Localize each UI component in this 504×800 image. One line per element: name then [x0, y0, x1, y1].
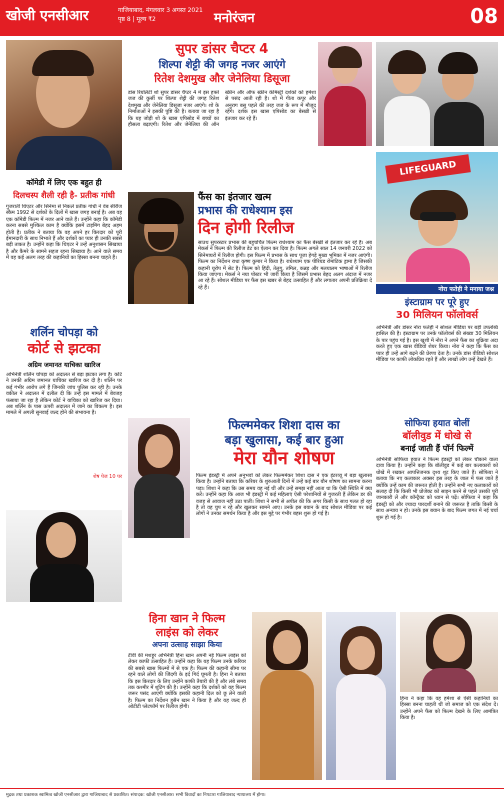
dateline — [118, 6, 203, 24]
footer-imprint: मुद्रक तथा प्रकाशक स्वामित्व खोजी एनसीआर द्वारा गाजियाबाद से प्रकाशित। संपादक: खोजी एनसीआर। सभी विवादों का निपटारा गाजियाबाद न्यायालय में होगा। — [0, 788, 504, 800]
sherlyn-continued-link[interactable]: शेष पेज 10 पर — [93, 474, 122, 480]
sherlyn-chopra-photo — [6, 510, 122, 602]
prabhas-article — [198, 192, 372, 310]
prabhas-headline-1: फैंस का इंतजार खत्म — [198, 192, 272, 203]
shisha-body: फिल्म इंडस्ट्री में अपने अनुभवों को लेकर फिल्ममेकर शिशा दास ने एक इंटरव्यू में बड़ा खुलासा किया है। उन्होंने बताया कि करियर के शुरुआती दिनों में उन्हें कई बार यौन शोषण का सामना करना पड़ा। शिशा ने कहा कि उस समय वह नई थीं और उन्हें समझ नहीं आता था कि ऐसी स्थिति में क्या करें। उन्होंने कहा कि आज भी इंडस्ट्री में कई महिलाएं ऐसी परेशानियों से गुजरती हैं लेकिन डर की वजह से आवाज नहीं उठा पातीं। शिशा ने सभी से अपील की कि अगर किसी के साथ गलत हो रहा है तो वह चुप न रहे और खुलकर सामने आए। उनके इस बयान के बाद सोशल मीडिया पर कई लोगों ने उनका समर्थन किया है और इस मुद्दे पर गंभीर बहस शुरू हो गई है। — [196, 473, 372, 518]
sherlyn-body: अभिनेत्री शर्लिन चोपड़ा को अदालत से बड़ा झटका लगा है। कोर्ट ने उनकी अग्रिम जमानत याचिका खारिज कर दी है। शर्लिन पर कई गंभीर आरोप लगे हैं जिनकी जांच पुलिस कर रही है। उनके वकील ने अदालत में दलील दी कि उन्हें इस मामले में बेवजह फंसाया जा रहा है लेकिन कोर्ट ने याचिका को खारिज कर दिया। अब शर्लिन के पास ऊपरी अदालत में जाने का विकल्प है। इस मामले में अगली सुनवाई जल्द होने की संभावना है। — [6, 372, 122, 417]
shilpa-headline-1: सुपर डांसर चैप्टर 4 — [175, 42, 269, 57]
hina-headline-2: लाइंस को लेकर — [155, 626, 219, 639]
shilpa-shetty-photo — [318, 42, 372, 146]
sofia-body: अभिनेत्री सोफिया हयात ने फिल्म इंडस्ट्री को लेकर चौंकाने वाला दावा किया है। उन्होंने कहा कि बॉलीवुड में कई बार कलाकारों को धोखे में रखकर आपत्तिजनक दृश्य शूट किए जाते हैं। सोफिया ने बताया कि नए कलाकार अक्सर इस तरह के जाल में फंस जाते हैं क्योंकि उन्हें काम की जरूरत होती है। उन्होंने सभी नए कलाकारों को सलाह दी कि किसी भी प्रोजेक्ट को साइन करने से पहले उसकी पूरी जानकारी लें और कॉन्ट्रैक्ट को ध्यान से पढ़ें। सोफिया ने कहा कि इंडस्ट्री को और ज्यादा पारदर्शी बनाने की जरूरत है ताकि किसी के साथ अन्याय न हो। उनके इस बयान के बाद फिल्म जगत में नई चर्चा शुरू हो गई है। — [376, 457, 498, 521]
lifeguard-sign — [385, 154, 471, 184]
dateline-date: गाजियाबाद, मंगलवार 3 अगस्त 2021 — [118, 7, 203, 14]
pratik-headline-small: कॉमेडी में लिए एक बहुत ही — [26, 178, 102, 187]
shilpa-body: डांस रियलिटी शो सुपर डांसर चैप्टर 4 में इस हफ्ते जज की कुर्सी पर शिल्पा शेट्टी की जगह रितेश देशमुख और जेनेलिया डिसूजा नजर आएंगे। शो के निर्माताओं ने इसकी पुष्टि की है। बताया जा रहा है कि यह जोड़ी शो के खास एपिसोड में बच्चों का हौसला बढ़ाएगी। रितेश और जेनेलिया की ऑन स्क्रीन और ऑफ स्क्रीन केमिस्ट्री दर्शकों को हमेशा से पसंद आती रही है। शो में गीता कपूर और अनुराग बसु पहले की तरह जज के रूप में मौजूद रहेंगे। दर्शक इस खास एपिसोड का बेसब्री से इंतजार कर रहे हैं। — [128, 90, 316, 129]
masthead — [0, 0, 504, 36]
hina-sidebar — [400, 696, 498, 776]
shisha-headline-1: फिल्ममेकर शिशा दास का — [228, 418, 340, 432]
sherlyn-headline-2: कोर्ट से झटका — [27, 341, 101, 357]
sherlyn-headline-1: शर्लिन चोपड़ा को — [30, 326, 98, 339]
hina-headline-3: अपना उत्साह साझा किया — [152, 640, 222, 649]
shisha-headline-2: बड़ा खुलासा, कई बार हुआ — [224, 433, 344, 447]
shilpa-headline-2: शिल्पा शेट्टी की जगह नजर आएंगे — [158, 59, 286, 71]
hina-khan-photo-1 — [252, 612, 322, 780]
section-title: मनोरंजन — [214, 11, 255, 26]
pratik-body: गुजराती थिएटर और सिनेमा से निकले प्रतीक गांधी ने वेब सीरीज स्कैम 1992 से दर्शकों के दिलों में खास जगह बनाई है। अब वह एक कॉमेडी फिल्म में नजर आने वाले हैं। उन्होंने कहा कि कॉमेडी करना सबसे मुश्किल काम है क्योंकि इसमें टाइमिंग बेहद अहम होती है। प्रतीक ने बताया कि वह अपने हर किरदार को पूरी ईमानदारी के साथ निभाते हैं और दर्शकों का प्यार ही उनकी सबसे बड़ी ताकत है। उन्होंने कहा कि थिएटर ने उन्हें अनुशासन सिखाया है और कैमरे के सामने सहज रहना सिखाया है। आने वाले समय में वह कई अलग तरह की कहानियों का हिस्सा बनना चाहते हैं। — [6, 204, 122, 262]
nora-article — [376, 284, 498, 375]
shilpa-article — [128, 42, 316, 152]
hina-article — [128, 612, 246, 763]
pratik-gandhi-photo — [6, 40, 122, 170]
nora-fatehi-photo — [376, 152, 498, 282]
hina-khan-photo-3 — [400, 612, 498, 692]
prabhas-body: साउथ सुपरस्टार प्रभास की बहुचर्चित फिल्म राधेश्याम का फैंस बेसब्री से इंतजार कर रहे हैं। अब मेकर्स ने फिल्म की रिलीज डेट का ऐलान कर दिया है। फिल्म अगले साल 14 जनवरी 2022 को सिनेमाघरों में रिलीज होगी। इस फिल्म में प्रभास के साथ पूजा हेगड़े मुख्य भूमिका में नजर आएंगी। फिल्म का निर्देशन राधा कृष्ण कुमार ने किया है। राधेश्याम एक पीरियड रोमांटिक ड्रामा है जिसकी कहानी यूरोप में सेट है। फिल्म को हिंदी, तेलुगु, तमिल, कन्नड़ और मलयालम भाषाओं में रिलीज किया जाएगा। मेकर्स ने नया पोस्टर भी जारी किया है जिसमें प्रभास बेहद अलग अंदाज में नजर आ रहे हैं। सोशल मीडिया पर फैंस इस खबर से बेहद उत्साहित हैं और लगातार अपनी प्रतिक्रिया दे रहे हैं। — [198, 240, 372, 291]
prabhas-photo — [128, 192, 194, 304]
prabhas-headline-2: प्रभास की राधेश्याम इस — [198, 204, 293, 217]
riteish-genelia-photo — [376, 42, 498, 146]
sofia-headline-3: बनाई जाती हैं पॉर्न फिल्में — [400, 444, 474, 453]
nora-body: अभिनेत्री और डांसर नोरा फतेही ने सोशल मीडिया पर बड़ी उपलब्धि हासिल की है। इंस्टाग्राम पर उनके फॉलोवर्स की संख्या 30 मिलियन के पार पहुंच गई है। इस खुशी में नोरा ने अपने फैंस का शुक्रिया अदा करते हुए एक खास वीडियो शेयर किया। नोरा ने कहा कि फैंस का प्यार ही उन्हें आगे बढ़ने की प्रेरणा देता है। उनके डांस वीडियो सोशल मीडिया पर काफी लोकप्रिय रहते हैं और लाखों लोग उन्हें देखते हैं। — [376, 325, 498, 364]
shilpa-headline-3: रितेश देशमुख और जेनेलिया डिसूजा — [154, 73, 290, 85]
pratik-headline-large: दिलचस्प शैली रही है- प्रतीक गांधी — [13, 190, 115, 200]
shisha-headline-3: मेरा यौन शोषण — [233, 448, 335, 469]
sherlyn-article — [6, 326, 122, 480]
hina-headline-1: हिना खान ने फिल्म — [148, 612, 226, 625]
shisha-das-photo — [128, 418, 190, 538]
hina-sidebar-text: हिना ने कहा कि वह हमेशा से ऐसी कहानियों का हिस्सा बनना चाहती थीं जो समाज को एक संदेश दें। उन्होंने अपने फैंस को फिल्म देखने के लिए आमंत्रित किया है। — [400, 696, 498, 722]
sofia-headline-1: सोफिया हयात बोलीं — [404, 419, 470, 429]
dateline-price: पृष्ठ 8 | मूल्य ₹2 — [118, 16, 156, 23]
newspaper-logo: खोजी एनसीआर — [6, 8, 89, 24]
hina-body: टीवी की मशहूर अभिनेत्री हिना खान अपनी नई फिल्म लाइंस को लेकर काफी उत्साहित हैं। उन्होंने कहा कि यह फिल्म उनके करियर की सबसे खास फिल्मों में से एक है। फिल्म की कहानी सीमा पर रहने वाले लोगों की जिंदगी के इर्द गिर्द घूमती है। हिना ने बताया कि इस किरदार के लिए उन्होंने काफी तैयारी की है और लंबे समय तक कश्मीर में शूटिंग की है। उन्होंने कहा कि दर्शकों को यह फिल्म जरूर पसंद आएगी क्योंकि इसकी कहानी दिल को छू लेने वाली है। फिल्म का निर्देशन हुसैन खान ने किया है और यह जल्द ही ओटीटी प्लेटफॉर्म पर रिलीज होगी। — [128, 653, 246, 711]
page-number: 08 — [470, 4, 498, 28]
sherlyn-headline-3: अग्रिम जमानत याचिका खारिज — [27, 361, 101, 369]
sofia-headline-2: बॉलीवुड में धोखे से — [402, 431, 472, 442]
pratik-article — [6, 178, 122, 292]
nora-headline-1: इंस्टाग्राम पर पूरे हुए — [404, 298, 470, 308]
hina-khan-photo-2 — [326, 612, 396, 780]
lifeguard-sign-text: LIFEGUARD — [398, 160, 457, 178]
shisha-article — [196, 418, 372, 549]
nora-headline-2: 30 मिलियन फॉलोवर्स — [395, 310, 479, 321]
nora-caption: नोरा फतेही ने मनाया जश्न — [376, 284, 498, 294]
sofia-article — [376, 418, 498, 619]
prabhas-headline-3: दिन होगी रिलीज — [198, 218, 295, 237]
